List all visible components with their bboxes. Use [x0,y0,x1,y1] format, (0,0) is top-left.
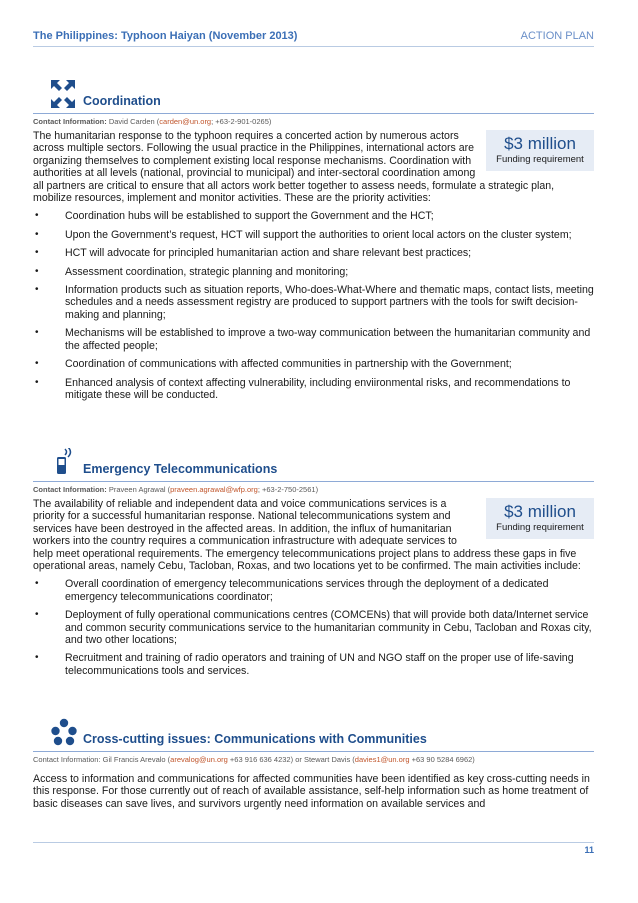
section-label: ACTION PLAN [520,30,594,42]
header-divider [33,46,594,47]
section-intro: Access to information and communications for affected communities have been identified as key cross-cutting needs in this response. For those currently out of reach of available assistance, self-help information such as home treatment of basic diseases can save lives, and survivors urgently need information on available services and [33,773,590,810]
section-body [33,130,594,204]
contact-label: Contact Information: [33,485,107,494]
contact-name: David Carden [108,117,155,126]
list-item: • Assessment coordination, strategic planning and monitoring; [35,265,349,278]
funding-label: Funding requirement [496,154,584,165]
section-body [33,773,594,810]
activity-list [33,578,594,677]
funding-amount: $3 million [504,134,576,153]
section-intro: The humanitarian response to the typhoon requires a concerted action by numerous actors across multiple sectors. Following the usual practice in the Philippines, international actors are organizing themselves to complement existing local response mechanisms. Coordination with authorities at all levels (national, provincial to municipal) and inter-sectoral coordination among all partners are critical to ensure that all actors work better together to assess needs, formulate a strategic plan, mobilize resources, implement and monitor activities. These are the priority activities: [33,130,555,205]
contact-email-link[interactable]: carden@un.org [159,117,212,126]
list-item: • Deployment of fully operational communications centres (COMCENs) that will provide both data/Internet service and common security communications service to the humanitarian community in Cebu, Tacloban and Roxas city, and two other locations; [35,609,592,647]
mobile-signal-icon [51,448,75,476]
contact-email-link[interactable]: arevalog@un.org [170,755,228,764]
section-title: Emergency Telecommunications [83,462,278,476]
funding-box [486,130,594,171]
section-divider [33,481,594,482]
funding-amount: $3 million [504,502,576,521]
section-communications-with-communities [33,718,594,810]
section-intro: The availability of reliable and independent data and voice communications services is a priority for a successful humanitarian response. National telecommunications system and services have been destroyed in the affected areas. In addition, the influx of humanitarian workers into the country requires a communication infrastructure with adequate services to help meet operational requirements. The emergency telecommunications project plans to address these gaps in five operational areas, namely Cebu, Tacloban, Roxas, and two locations yet to be confirmed. The main activities include: [33,498,581,573]
contact-info: Contact Information: David Carden (carden@un.org; +63-2-901-0265) [33,117,272,126]
page-header [33,30,594,46]
list-item: • HCT will advocate for principled humanitarian action and share relevant best practices; [35,247,472,260]
contact-name: Praveen Agrawal [108,485,166,494]
contact-phone: +63 916 636 4232) or Stewart Davis ( [229,755,355,764]
list-item: • Enhanced analysis of context affecting vulnerability, including enviironmental risks, and recommendations to mitigate these will be conducted. [35,376,571,401]
section-body [33,498,594,572]
funding-label: Funding requirement [496,522,584,533]
list-item: • Coordination hubs will be established to support the Government and the HCT; [35,210,434,223]
funding-box [486,498,594,539]
contact-name: Gil Francis Arevalo [102,755,166,764]
contact-info: Contact Information: Praveen Agrawal (praveen.agrawal@wfp.org; +63-2-750-2561) [33,485,319,494]
section-heading [33,448,594,478]
contact-phone-2: +63 90 5284 6962) [411,755,475,764]
footer-divider [33,842,594,843]
contact-phone: ; +63-2-901-0265) [211,117,272,126]
document-title: The Philippines: Typhoon Haiyan (November 2013) [33,30,298,42]
contact-phone: ; +63-2-750-2561) [257,485,319,494]
section-title: Coordination [83,94,161,108]
list-item: • Mechanisms will be established to improve a two-way communication between the humanitarian community and the affected people; [35,327,591,352]
list-item: • Coordination of communications with affected communities in partnership with the Government; [35,358,512,371]
contact-email-link[interactable]: praveen.agrawal@wfp.org [170,485,258,494]
contact-label: Contact Information: [33,117,107,126]
section-title: Cross-cutting issues: Communications with Communities [83,732,427,746]
section-divider [33,113,594,114]
contact-label: Contact Information: [33,755,101,764]
section-divider [33,751,594,752]
contact-info: Contact Information: Gil Francis Arevalo (arevalog@un.org +63 916 636 4232) or Stewart Davis (davies1@un.org +63 90 5284 6962) [33,755,475,764]
section-heading [33,718,594,748]
list-item: • Overall coordination of emergency telecommunications services through the deployment of a dedicated emergency telecommunications coordinator; [35,578,549,603]
section-telecommunications [33,448,594,683]
list-item: • Information products such as situation reports, Who-does-What-Where and thematic maps, contact lists, meeting schedules and a needs assessment registry are produced to support partners with the tools for swift decision-making and planning; [35,284,594,321]
list-item: • Upon the Government’s request, HCT will support the authorities to orient local actors on the cluster system; [35,228,572,241]
list-item: • Recruitment and training of radio operators and training of UN and NGO staff on the proper use of life-saving telecommunications tools and services. [35,652,574,677]
page-number: 11 [584,845,594,855]
arrows-inward-icon [51,80,75,108]
people-circle-icon [51,718,77,746]
section-heading [33,80,594,110]
contact-email-link-2[interactable]: davies1@un.org [354,755,410,764]
activity-list [33,210,594,401]
section-coordination [33,80,594,407]
